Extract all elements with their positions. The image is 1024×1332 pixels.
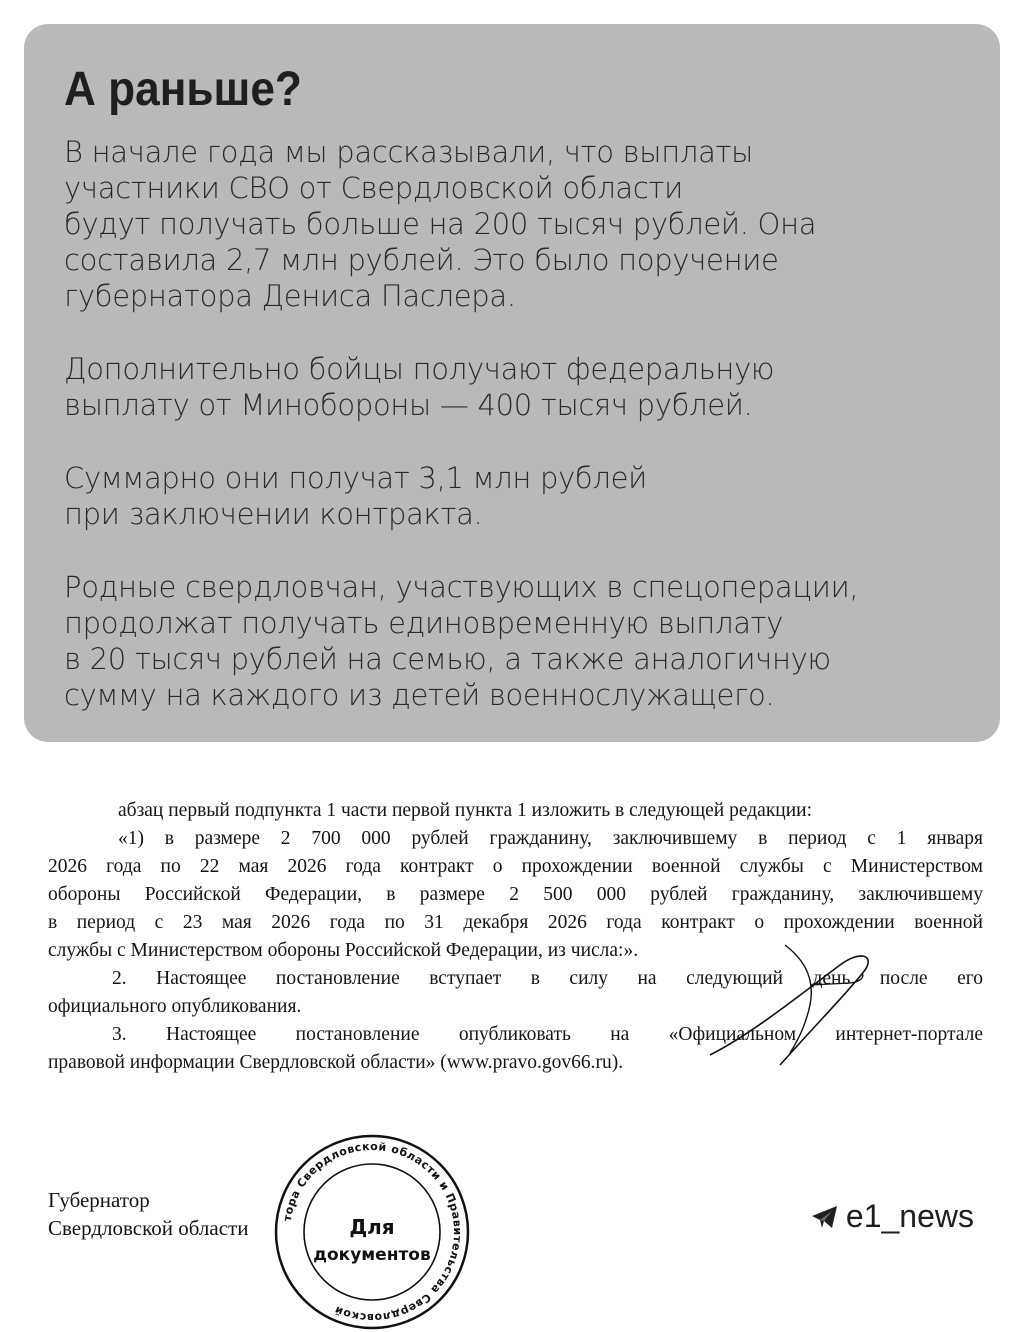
paragraph-line: в 20 тысяч рублей на семью, а также аналогичную	[64, 642, 831, 676]
stamp-ring-text: тора Свердловской области и Правительства Свердловской	[280, 1139, 465, 1325]
document-line: в период с 23 мая 2026 года по 31 декабря 2026 года контракт о прохождении военной	[48, 912, 983, 933]
document-line: абзац первый подпункта 1 части первой пункта 1 изложить в следующей редакции:	[118, 800, 813, 821]
card-paragraph-4	[64, 569, 960, 713]
paragraph-line: продолжат получать единовременную выплату	[64, 606, 784, 640]
paragraph-line: участники СВО от Свердловской области	[64, 171, 683, 205]
document-line: службы с Министерством обороны Российской Федерации, из числа:».	[48, 940, 639, 961]
paragraph-line: будут получать больше на 200 тысяч рублей. Она	[64, 207, 817, 241]
paragraph-line: сумму на каждого из детей военнослужащего.	[64, 678, 775, 712]
paragraph-line: Родные свердловчан, участвующих в спецоперации,	[64, 570, 859, 604]
brand-badge[interactable]	[810, 1198, 974, 1235]
signature-scribble	[690, 925, 890, 1085]
card-paragraph-3	[64, 460, 960, 532]
governor-signature-block	[48, 1186, 248, 1242]
document-line: обороны Российской Федерации, в размере 2 500 000 рублей гражданину, заключившему	[48, 884, 983, 905]
card-paragraph-1	[64, 134, 960, 314]
card-paragraph-2	[64, 351, 960, 423]
card-title: А раньше?	[64, 63, 302, 116]
document-line: официального опубликования.	[48, 996, 302, 1017]
paragraph-line: Суммарно они получат 3,1 млн рублей	[64, 461, 647, 495]
stamp-center-line-1: Для	[349, 1215, 395, 1239]
governor-title: Губернатор	[48, 1188, 150, 1212]
document-line: 2026 года по 22 мая 2026 года контракт о прохождении военной службы с Министерством	[48, 856, 983, 877]
paragraph-line: губернатора Дениса Паслера.	[64, 279, 516, 313]
document-line: 3. Настоящее постановление опубликовать на «Официальном интернет-портале	[112, 1024, 983, 1045]
brand-name: e1_news	[845, 1198, 974, 1234]
document-line: 2. Настоящее постановление вступает в силу на следующий день после его	[112, 968, 983, 989]
document-line: «1) в размере 2 700 000 рублей гражданину, заключившему в период с 1 января	[118, 828, 983, 849]
paragraph-line: Дополнительно бойцы получают федеральную	[64, 352, 775, 386]
official-stamp	[272, 1132, 472, 1332]
paragraph-line: В начале года мы рассказывали, что выплаты	[64, 135, 754, 169]
paragraph-line: составила 2,7 млн рублей. Это было поручение	[64, 243, 779, 277]
document-line: правовой информации Свердловской области» (www.pravo.gov66.ru).	[48, 1052, 624, 1073]
telegram-icon	[810, 1204, 840, 1230]
paragraph-line: при заключении контракта.	[64, 497, 483, 531]
info-card	[24, 24, 1000, 742]
paragraph-line: выплату от Минобороны — 400 тысяч рублей.	[64, 388, 753, 422]
stamp-center-line-2: документов	[313, 1245, 431, 1265]
governor-region: Свердловской области	[48, 1216, 249, 1240]
